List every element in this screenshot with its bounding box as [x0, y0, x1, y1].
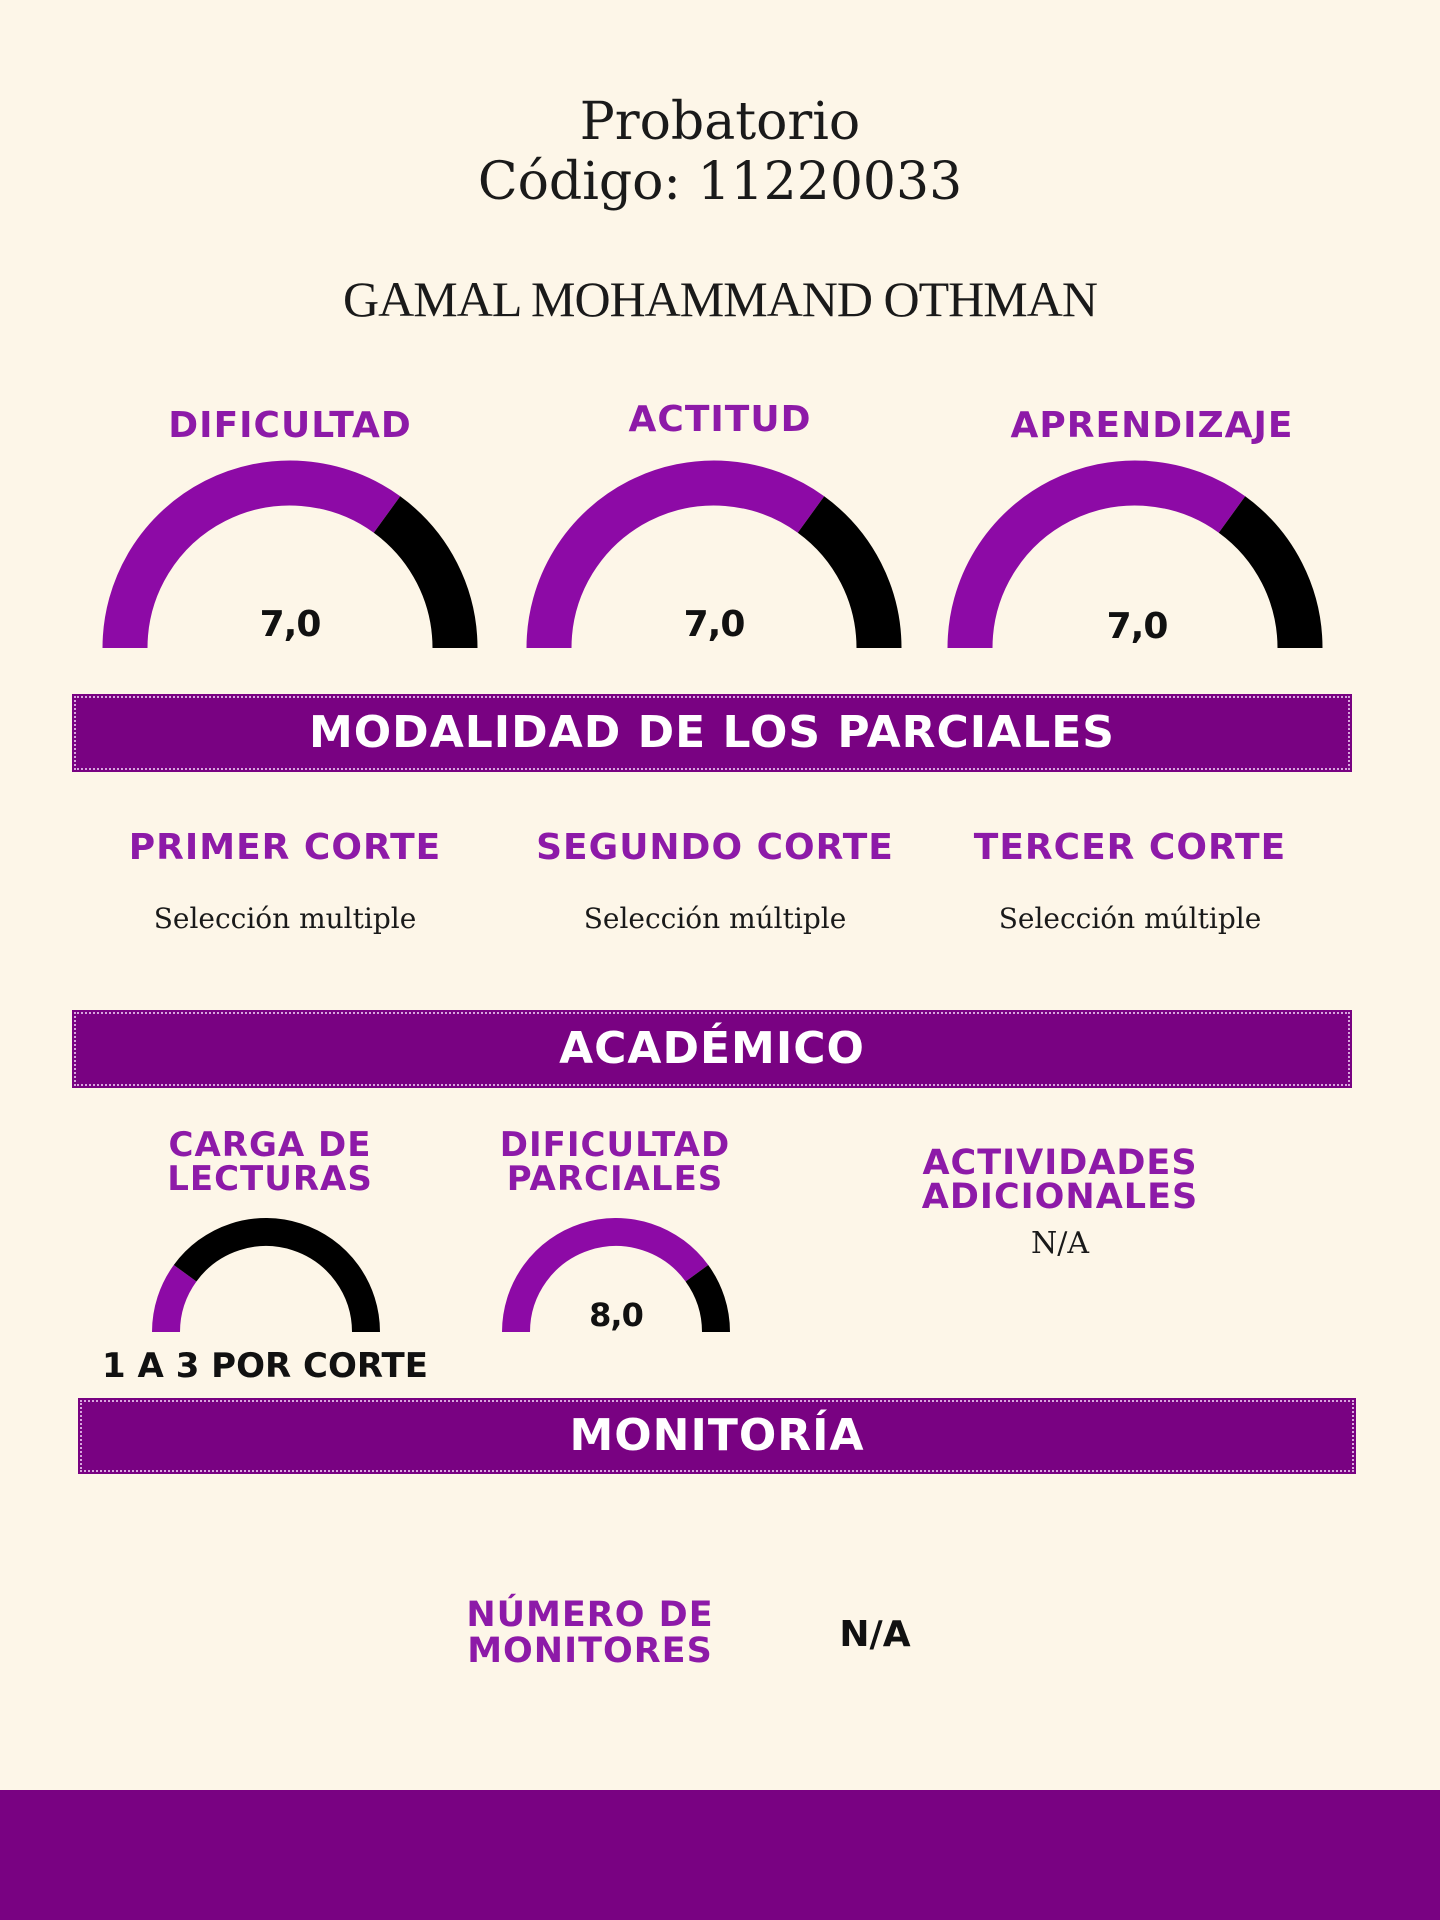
gauge-actitud-remaining-arc [811, 515, 879, 648]
rating-value-actitud: 7,0 [683, 604, 745, 645]
carga-lecturas-value: 1 A 3 POR CORTE [102, 1346, 428, 1386]
rating-label-actitud: ACTITUD [628, 399, 812, 440]
corte-label-tercero: TERCER CORTE [973, 827, 1287, 868]
document-title: Probatorio [579, 92, 861, 152]
gauge-carga-lecturas [150, 1216, 380, 1336]
numero-monitores-label-line2: MONITORES [467, 1631, 713, 1671]
corte-label-segundo: SEGUNDO CORTE [536, 827, 894, 868]
numero-monitores-value: N/A [839, 1614, 911, 1655]
corte-text-primero: Selección multiple [153, 902, 417, 935]
rating-value-aprendizaje: 7,0 [1106, 606, 1168, 647]
corte-text-segundo: Selección múltiple [583, 902, 847, 935]
gauge-dificultad-remaining-arc [387, 515, 455, 648]
actividades-adicionales-value: N/A [1030, 1226, 1090, 1261]
monitoria-banner: MONITORÍA [78, 1398, 1356, 1474]
modalidad-banner: MODALIDAD DE LOS PARCIALES [72, 694, 1352, 772]
dificultad-parciales-label-line2: PARCIALES [506, 1159, 724, 1199]
dificultad-parciales-label-line1: DIFICULTAD [499, 1125, 731, 1165]
corte-text-tercero: Selección múltiple [998, 902, 1262, 935]
actividades-adicionales-label: ACTIVIDADES ADICIONALES [921, 1143, 1199, 1217]
carga-lecturas-label-line2: LECTURAS [167, 1159, 373, 1199]
professor-name: GAMAL MOHAMMAND OTHMAN [343, 271, 1097, 327]
gauge-carga-lecturas-filled-arc [166, 1273, 185, 1332]
numero-monitores-label-line1: NÚMERO DE [466, 1595, 714, 1635]
rating-value-dificultad: 7,0 [259, 604, 321, 645]
carga-lecturas-label-line1: CARGA DE [168, 1125, 372, 1165]
academico-banner: ACADÉMICO [72, 1010, 1352, 1088]
footer-bar [0, 1790, 1440, 1920]
gauge-aprendizaje-remaining-arc [1232, 515, 1300, 648]
gauge-carga-lecturas-remaining-arc [185, 1232, 366, 1332]
rating-label-aprendizaje: APRENDIZAJE [1010, 405, 1294, 446]
rating-label-dificultad: DIFICULTAD [168, 405, 412, 446]
corte-label-primero: PRIMER CORTE [128, 827, 442, 868]
dificultad-parciales-value: 8,0 [589, 1296, 643, 1334]
course-code: Código: 11220033 [477, 152, 963, 212]
